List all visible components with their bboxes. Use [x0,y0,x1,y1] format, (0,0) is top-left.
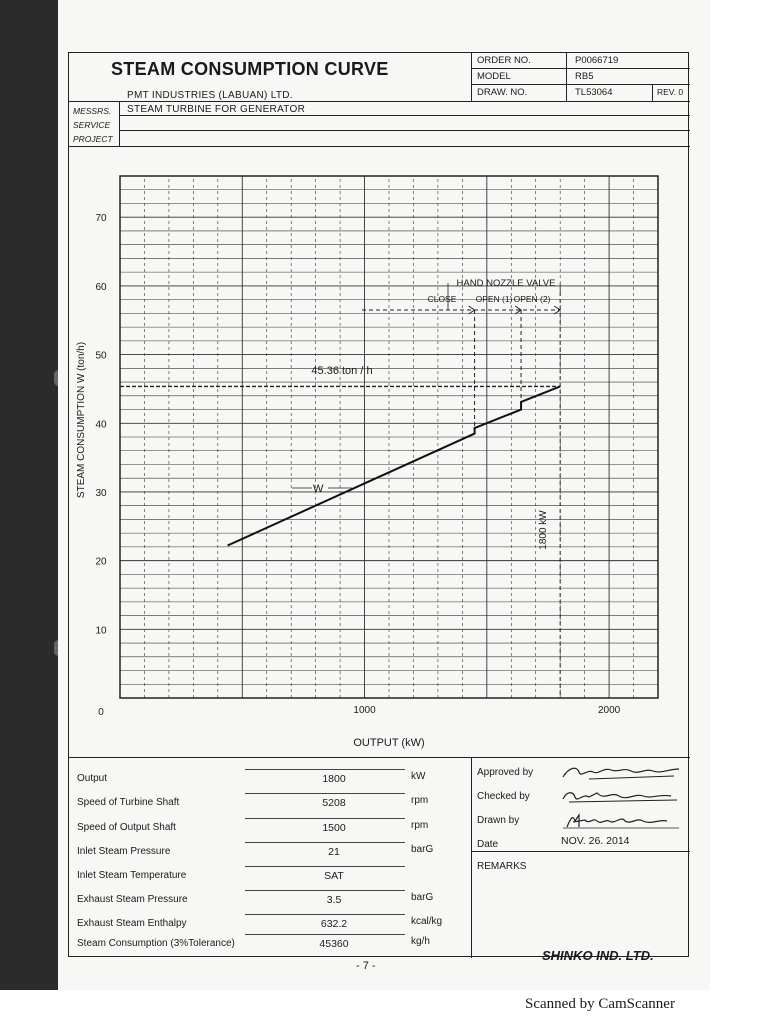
service-description: STEAM TURBINE FOR GENERATOR [127,104,306,115]
x-tick-label: 1000 [353,705,376,716]
company-name: SHINKO IND. LTD. [542,948,654,963]
checked-by-label: Checked by [477,791,530,802]
chart-grid [120,176,658,698]
project-label: PROJECT [73,134,113,144]
origin-label: 0 [98,707,104,718]
spec-value: SAT [324,870,344,882]
spec-label: Inlet Steam Pressure [77,846,171,857]
scanner-watermark: Scanned by CamScanner [525,996,675,1012]
x-axis-title: OUTPUT (kW) [353,737,425,749]
spec-value: 632.2 [320,918,348,930]
spec-value: 3.5 [326,894,342,906]
spec-unit: kW [411,771,426,782]
approved-by-label: Approved by [477,767,534,778]
spec-value: 1500 [322,822,346,834]
spec-unit: barG [411,892,434,903]
spec-unit: kcal/kg [411,916,443,927]
y-tick-label: 40 [95,419,107,431]
client-name: PMT INDUSTRIES (LABUAN) LTD. [127,90,293,101]
curve-w-label: W [313,483,324,495]
draw-no-label: DRAW. NO. [477,87,528,98]
rated-flow-label: 45.36 ton / h [311,365,373,377]
spec-value: 5208 [322,797,346,809]
curve-w-line [228,386,561,545]
model-value: RB5 [575,71,594,82]
spec-label: Steam Consumption (3%Tolerance) [77,938,235,949]
page-number: - 7 - [356,960,376,972]
spec-label: Speed of Turbine Shaft [77,797,180,808]
nozzle-arrow [554,306,560,314]
messrs-label: MESSRS. [73,106,112,116]
y-tick-label: 10 [95,625,107,637]
spec-unit: kg/h [411,936,430,947]
hand-nozzle-valve-title: HAND NOZZLE VALVE [456,278,556,289]
service-label: SERVICE [73,120,111,130]
spec-unit: rpm [411,795,429,806]
order-no-label: ORDER NO. [477,55,531,66]
order-no-value: P0066719 [575,55,619,66]
spec-label: Inlet Steam Temperature [77,870,187,881]
open-2-label: OPEN (2) [513,294,551,304]
spec-unit: barG [411,844,434,855]
y-tick-label: 50 [95,350,107,362]
y-tick-label: 30 [95,487,107,499]
spec-label: Speed of Output Shaft [77,822,176,833]
y-tick-label: 20 [95,556,107,568]
date-label: Date [477,839,499,850]
spec-label: Exhaust Steam Enthalpy [77,918,187,929]
spec-unit: rpm [411,820,429,831]
spec-value: 21 [328,846,340,858]
spec-value: 45360 [319,938,349,950]
revision: REV. 0 [657,87,684,97]
document-title: STEAM CONSUMPTION CURVE [111,59,389,79]
spec-value: 1800 [322,773,346,785]
x-tick-label: 2000 [597,705,621,716]
spec-label: Exhaust Steam Pressure [77,894,188,905]
model-label: MODEL [477,71,511,82]
remarks-label: REMARKS [477,861,527,872]
y-axis-title: STEAM CONSUMPTION W (ton/h) [76,341,87,499]
spec-label: Output [77,773,108,784]
open-1-label: OPEN (1) [475,294,513,304]
drawn-by-label: Drawn by [477,815,520,826]
rated-output-label: 1800 kW [538,510,550,550]
y-tick-label: 60 [95,281,107,293]
y-tick-label: 70 [95,213,107,225]
date-value: NOV. 26. 2014 [561,835,630,847]
draw-no-value: TL53064 [575,87,613,98]
close-label: CLOSE [427,294,457,304]
